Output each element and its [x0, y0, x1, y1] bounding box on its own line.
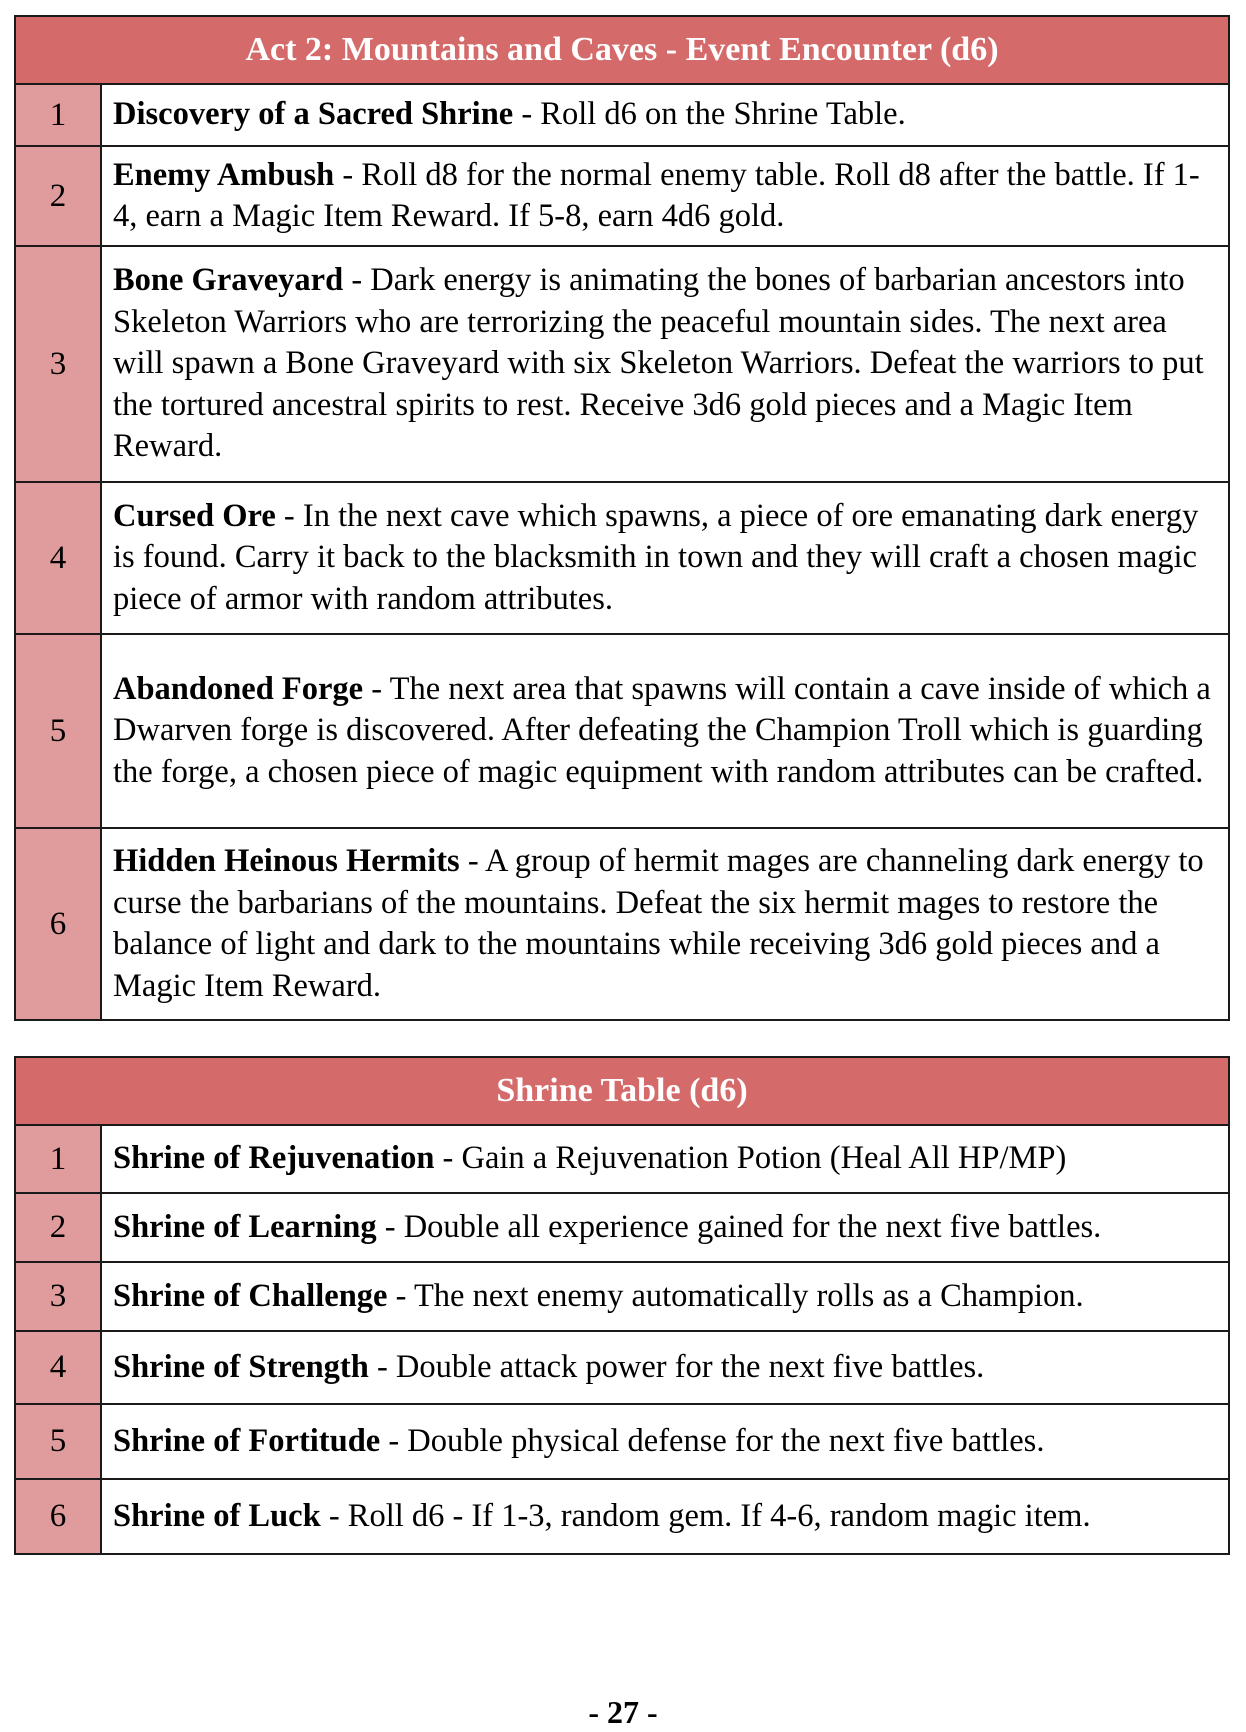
entry-description	[101, 1193, 1229, 1262]
event-encounter-table	[14, 15, 1230, 1021]
table-row	[15, 246, 1229, 482]
roll-number: 5	[15, 634, 101, 828]
entry-name: Shrine of Fortitude	[113, 1422, 381, 1459]
table-row	[15, 1125, 1229, 1193]
roll-number: 2	[15, 1193, 101, 1262]
entry-description	[101, 828, 1229, 1020]
table-row	[15, 1331, 1229, 1404]
entry-description	[101, 1479, 1229, 1554]
table-row	[15, 146, 1229, 246]
entry-description	[101, 84, 1229, 146]
event-table-header	[15, 16, 1229, 84]
table-row	[15, 482, 1229, 634]
entry-name: Abandoned Forge	[113, 670, 364, 707]
entry-description	[101, 246, 1229, 482]
shrine-table	[14, 1056, 1230, 1555]
roll-number: 3	[15, 1262, 101, 1331]
shrine-table-header	[15, 1057, 1229, 1125]
roll-number: 3	[15, 246, 101, 482]
entry-name: Shrine of Luck	[113, 1497, 321, 1534]
table-row	[15, 1193, 1229, 1262]
roll-number: 1	[15, 84, 101, 146]
table-row	[15, 1404, 1229, 1479]
roll-number: 4	[15, 482, 101, 634]
roll-number: 6	[15, 1479, 101, 1554]
entry-name: Cursed Ore	[113, 497, 276, 534]
entry-description	[101, 1125, 1229, 1193]
entry-name: Shrine of Rejuvenation	[113, 1140, 435, 1177]
entry-text: - In the next cave which spawns, a piece of ore emanating dark energy is found. Carry it back to the blacksmith in town and they will craft a chosen magic piece of armor with random attributes.	[113, 497, 1199, 617]
entry-text: - A group of hermit mages are channeling dark energy to curse the barbarians of the mountains. Defeat the six hermit mages to restore the balance of light and dark to the mountains while receiving 3d6 gold pieces and a Magic Item Reward.	[113, 843, 1204, 1004]
entry-name: Bone Graveyard	[113, 262, 344, 299]
entry-description	[101, 1331, 1229, 1404]
entry-description	[101, 482, 1229, 634]
shrine-table-title: Shrine Table (d6)	[15, 1057, 1229, 1125]
entry-text: - The next enemy automatically rolls as a Champion.	[387, 1277, 1084, 1314]
table-row	[15, 634, 1229, 828]
table-row	[15, 828, 1229, 1020]
event-table-title: Act 2: Mountains and Caves - Event Encounter (d6)	[15, 16, 1229, 84]
entry-name: Shrine of Learning	[113, 1208, 377, 1245]
entry-text: - Roll d6 on the Shrine Table.	[513, 96, 906, 133]
entry-description	[101, 1404, 1229, 1479]
entry-name: Shrine of Challenge	[113, 1277, 388, 1314]
entry-text: - Roll d8 for the normal enemy table. Roll d8 after the battle. If 1-4, earn a Magic Item Reward. If 5-8, earn 4d6 gold.	[113, 156, 1200, 234]
table-row	[15, 1262, 1229, 1331]
entry-text: - Dark energy is animating the bones of barbarian ancestors into Skeleton Warriors who are terrorizing the peaceful mountain sides. The next area will spawn a Bone Graveyard with six Skeleton Warriors. Defeat the warriors to put the tortured ancestral spirits to rest. Receive 3d6 gold pieces and a Magic Item Reward.	[113, 262, 1204, 465]
roll-number: 2	[15, 146, 101, 246]
entry-name: Shrine of Strength	[113, 1348, 369, 1385]
roll-number: 1	[15, 1125, 101, 1193]
entry-description	[101, 634, 1229, 828]
entry-text: - Double physical defense for the next five battles.	[380, 1422, 1045, 1459]
entry-description	[101, 146, 1229, 246]
entry-name: Enemy Ambush	[113, 156, 335, 193]
page-number: - 27 -	[588, 1694, 658, 1730]
table-row	[15, 84, 1229, 146]
roll-number: 5	[15, 1404, 101, 1479]
entry-text: - Gain a Rejuvenation Potion (Heal All HP/MP)	[434, 1140, 1067, 1177]
roll-number: 4	[15, 1331, 101, 1404]
roll-number: 6	[15, 828, 101, 1020]
entry-text: - Double attack power for the next five battles.	[368, 1348, 985, 1385]
table-row	[15, 1479, 1229, 1554]
entry-text: - The next area that spawns will contain a cave inside of which a Dwarven forge is discovered. After defeating the Champion Troll which is guarding the forge, a chosen piece of magic equipment with random attributes can be crafted.	[113, 670, 1211, 790]
entry-name: Discovery of a Sacred Shrine	[113, 96, 514, 133]
entry-name: Hidden Heinous Hermits	[113, 843, 460, 879]
entry-description	[101, 1262, 1229, 1331]
entry-text: - Double all experience gained for the next five battles.	[376, 1208, 1102, 1245]
entry-text: - Roll d6 - If 1-3, random gem. If 4-6, random magic item.	[320, 1497, 1091, 1534]
